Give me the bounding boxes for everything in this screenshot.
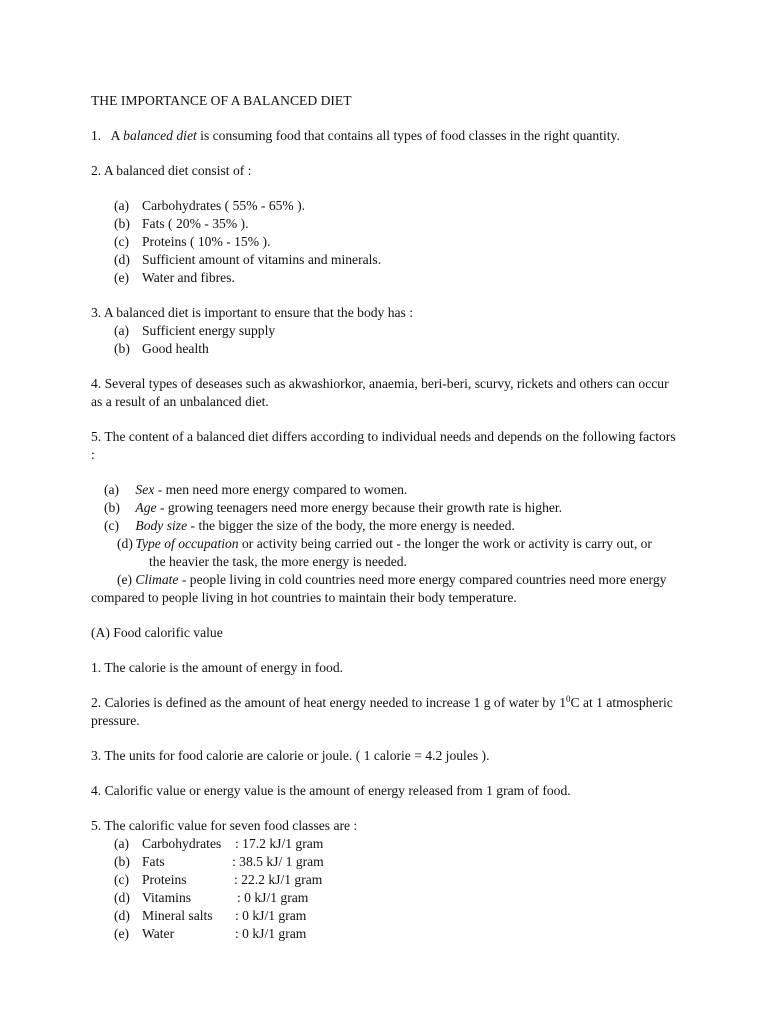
list-item: (e) Water and fibres. <box>114 270 235 285</box>
factors-list <box>91 481 681 535</box>
factor-sex: (a) Sex - men need more energy compared to women. <box>104 482 408 497</box>
paragraph-1-pre: A <box>110 128 120 143</box>
document-page <box>91 92 681 943</box>
diet-components-list <box>91 197 681 287</box>
calorie-point-1: 1. The calorie is the amount of energy in food. <box>91 660 344 675</box>
paragraph-1 <box>91 127 681 145</box>
list-item: (d) Sufficient amount of vitamins and minerals. <box>114 252 382 267</box>
paragraph-1-term: balanced diet <box>123 128 197 143</box>
paragraph-1-number: 1. <box>91 128 102 143</box>
factor-body-size: (c) Body size - the bigger the size of the body, the more energy is needed. <box>104 518 515 533</box>
list-item: (d) Vitamins : 0 kJ/1 gram <box>114 890 309 905</box>
paragraph-5: 5. The content of a balanced diet differs according to individual needs and depends on the following factors : <box>91 429 676 462</box>
list-item: (b) Fats : 38.5 kJ/ 1 gram <box>114 854 324 869</box>
calorie-point-4: 4. Calorific value or energy value is the amount of energy released from 1 gram of food. <box>91 783 571 798</box>
section-heading-a: (A) Food calorific value <box>91 625 223 640</box>
list-item: (c) Proteins : 22.2 kJ/1 gram <box>114 872 323 887</box>
list-item: (b) Good health <box>114 341 209 356</box>
factor-occupation: (d) Type of occupation or activity being carried out - the longer the work or activity is carry out, or <box>117 536 652 551</box>
paragraph-3: 3. A balanced diet is important to ensure that the body has : <box>91 305 414 320</box>
list-item: (a) Sufficient energy supply <box>114 323 276 338</box>
calorie-point-2: 2. Calories is defined as the amount of heat energy needed to increase 1 g of water by $1^0C$ at 1 atmospheric pressure. <box>91 694 673 728</box>
importance-list <box>91 322 681 358</box>
list-item: (b) Fats ( 20% - 35% ). <box>114 216 249 231</box>
list-item: (a) Carbohydrates ( 55% - 65% ). <box>114 198 306 213</box>
paragraph-2: 2. A balanced diet consist of : <box>91 163 252 178</box>
factor-occupation-continued: the heavier the task, the more energy is needed. <box>149 554 407 569</box>
calorific-values-list <box>91 835 681 943</box>
list-item: (c) Proteins ( 10% - 15% ). <box>114 234 271 249</box>
list-item: (d) Mineral salts : 0 kJ/1 gram <box>114 908 307 923</box>
factor-climate: (e) Climate - people living in cold countries need more energy compared countries need more energy compared to people living in hot countries to maintain their body temperature. <box>91 572 667 605</box>
paragraph-1-body: is consuming food that contains all types of food classes in the right quantity. <box>200 128 620 143</box>
calorie-point-5: 5. The calorific value for seven food classes are : <box>91 818 358 833</box>
paragraph-4: 4. Several types of deseases such as akwashiorkor, anaemia, beri-beri, scurvy, rickets and others can occur as a result of an unbalanced diet. <box>91 376 669 409</box>
calorie-point-3: 3. The units for food calorie are calorie or joule. ( 1 calorie = 4.2 joules ). <box>91 748 490 763</box>
list-item: (a) Carbohydrates : 17.2 kJ/1 gram <box>114 836 324 851</box>
factor-age: (b) Age - growing teenagers need more energy because their growth rate is higher. <box>104 500 563 515</box>
list-item: (e) Water : 0 kJ/1 gram <box>114 926 307 941</box>
document-title: THE IMPORTANCE OF A BALANCED DIET <box>91 93 352 108</box>
